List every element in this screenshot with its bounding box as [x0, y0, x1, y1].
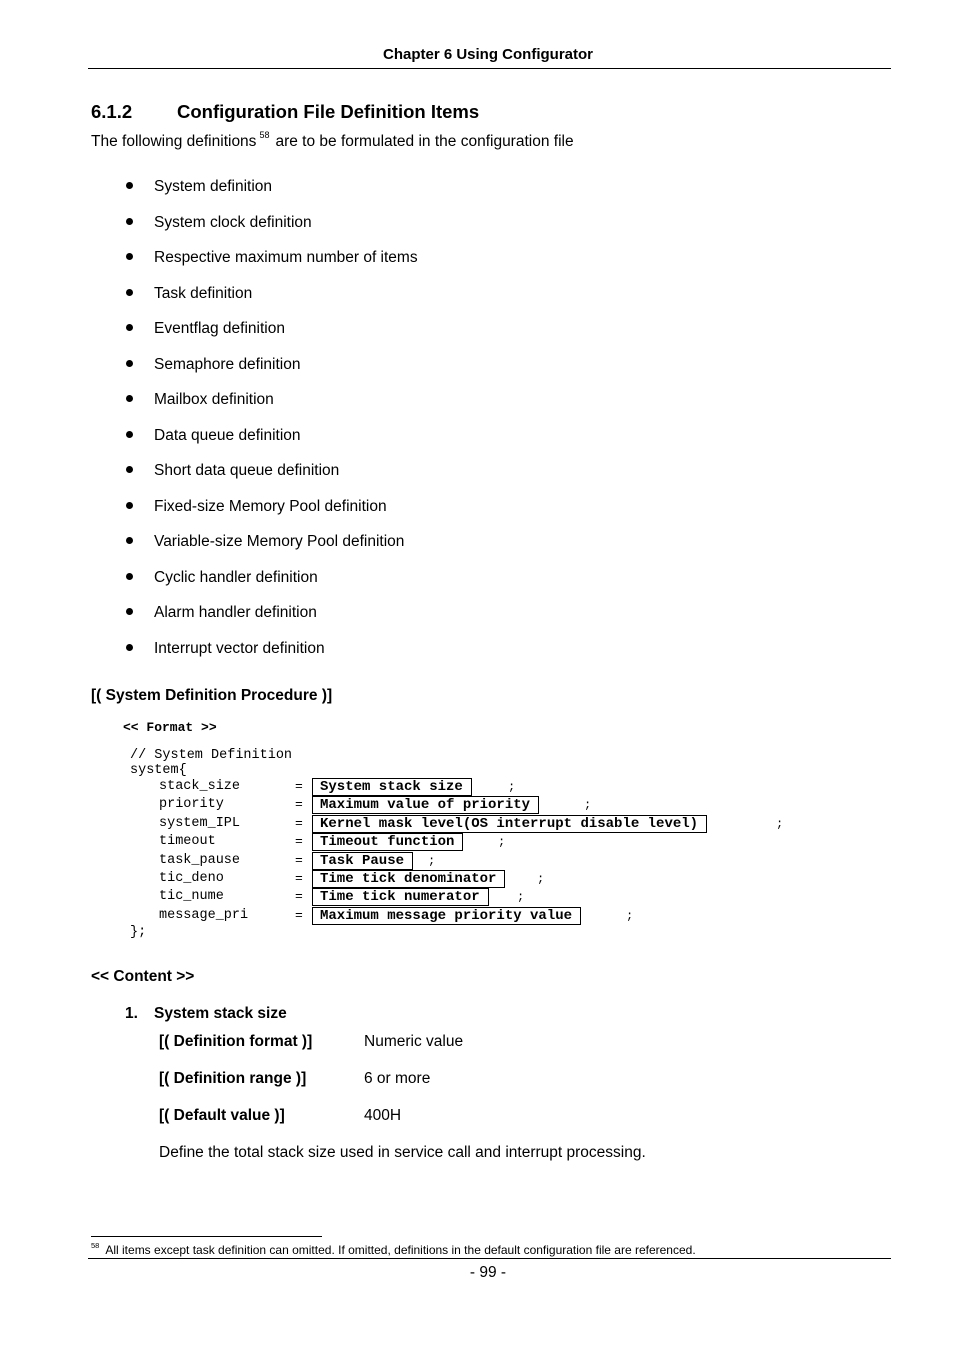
- intro-text-before: The following definitions: [91, 133, 257, 150]
- code-close-block: };: [130, 925, 147, 940]
- footer-divider: [88, 1258, 891, 1259]
- list-item: Task definition: [125, 283, 418, 319]
- item-description: Define the total stack size used in service call and interrupt processing.: [159, 1144, 646, 1161]
- procedure-heading: [( System Definition Procedure )]: [91, 687, 333, 704]
- code-key: task_pause: [159, 852, 241, 868]
- code-semicolon: ;: [626, 908, 634, 923]
- list-item: Respective maximum number of items: [125, 247, 418, 283]
- code-key: priority: [159, 797, 224, 813]
- section-heading: [91, 101, 479, 123]
- code-semicolon: ;: [584, 798, 592, 813]
- list-item: System definition: [125, 176, 418, 212]
- code-semicolon: ;: [776, 816, 784, 831]
- code-equals: =: [295, 870, 303, 886]
- footnote-reference[interactable]: 58: [259, 130, 270, 140]
- code-semicolon: ;: [508, 780, 516, 794]
- code-equals: =: [295, 889, 303, 905]
- code-key: message_pri: [159, 907, 249, 923]
- list-item: Data queue definition: [125, 425, 418, 461]
- footnote-divider: [91, 1236, 322, 1237]
- code-value-box: Time tick numerator: [312, 888, 489, 906]
- code-value-box: Task Pause: [312, 852, 413, 870]
- code-key: tic_deno: [159, 870, 224, 886]
- code-value-box: System stack size: [312, 778, 472, 796]
- default-value-label: [( Default value )]: [159, 1107, 285, 1124]
- code-value-box: Maximum message priority value: [312, 907, 581, 925]
- code-key: system_IPL: [159, 815, 241, 831]
- code-open-block: system{: [130, 763, 187, 778]
- list-item: Semaphore definition: [125, 354, 418, 390]
- footnote-text: All items except task definition can omitted. If omitted, definitions in the default configuration file are referenced.: [105, 1243, 696, 1257]
- section-number: 6.1.2: [91, 101, 133, 122]
- code-equals: =: [295, 852, 303, 868]
- header-divider: [88, 68, 891, 69]
- content-item-heading: [125, 1005, 287, 1023]
- definition-range-value: 6 or more: [364, 1070, 431, 1087]
- list-item: Short data queue definition: [125, 460, 418, 496]
- item-title: System stack size: [154, 1005, 287, 1022]
- list-item: Alarm handler definition: [125, 602, 418, 638]
- footnote: [91, 1243, 696, 1257]
- code-semicolon: ;: [517, 890, 525, 905]
- code-semicolon: ;: [428, 853, 436, 868]
- list-item: Cyclic handler definition: [125, 567, 418, 603]
- code-semicolon: ;: [498, 835, 506, 850]
- list-item: Interrupt vector definition: [125, 638, 418, 674]
- intro-text-after: are to be formulated in the configuration file: [275, 133, 574, 150]
- code-equals: =: [295, 834, 303, 850]
- running-header: Chapter 6 Using Configurator: [382, 46, 593, 63]
- default-value: 400H: [364, 1107, 402, 1124]
- code-value-box: Time tick denominator: [312, 870, 505, 888]
- code-equals: =: [295, 907, 303, 923]
- list-item: System clock definition: [125, 212, 418, 248]
- code-comment: // System Definition: [130, 748, 293, 763]
- code-value-box: Timeout function: [312, 833, 463, 851]
- definition-list: [125, 176, 418, 673]
- list-item: Eventflag definition: [125, 318, 418, 354]
- code-key: timeout: [159, 834, 216, 850]
- list-item: Fixed-size Memory Pool definition: [125, 496, 418, 532]
- list-item: Mailbox definition: [125, 389, 418, 425]
- definition-range-label: [( Definition range )]: [159, 1070, 307, 1087]
- intro-paragraph: [91, 130, 574, 151]
- section-title: Configuration File Definition Items: [177, 101, 480, 122]
- code-value-box: Kernel mask level(OS interrupt disable level): [312, 815, 707, 833]
- content-heading: << Content >>: [91, 968, 195, 985]
- code-equals: =: [295, 815, 303, 831]
- code-semicolon: ;: [537, 871, 545, 886]
- list-item: Variable-size Memory Pool definition: [125, 531, 418, 567]
- code-key: tic_nume: [159, 889, 224, 905]
- definition-format-value: Numeric value: [364, 1033, 464, 1050]
- code-equals: =: [295, 779, 303, 794]
- code-value-box: Maximum value of priority: [312, 796, 539, 814]
- page-number: - 99 -: [469, 1264, 507, 1281]
- item-number: 1.: [125, 1005, 138, 1022]
- footnote-number: 58: [91, 1241, 100, 1250]
- code-key: stack_size: [159, 779, 241, 794]
- format-label: << Format >>: [123, 720, 217, 735]
- definition-format-label: [( Definition format )]: [159, 1033, 313, 1050]
- code-equals: =: [295, 797, 303, 813]
